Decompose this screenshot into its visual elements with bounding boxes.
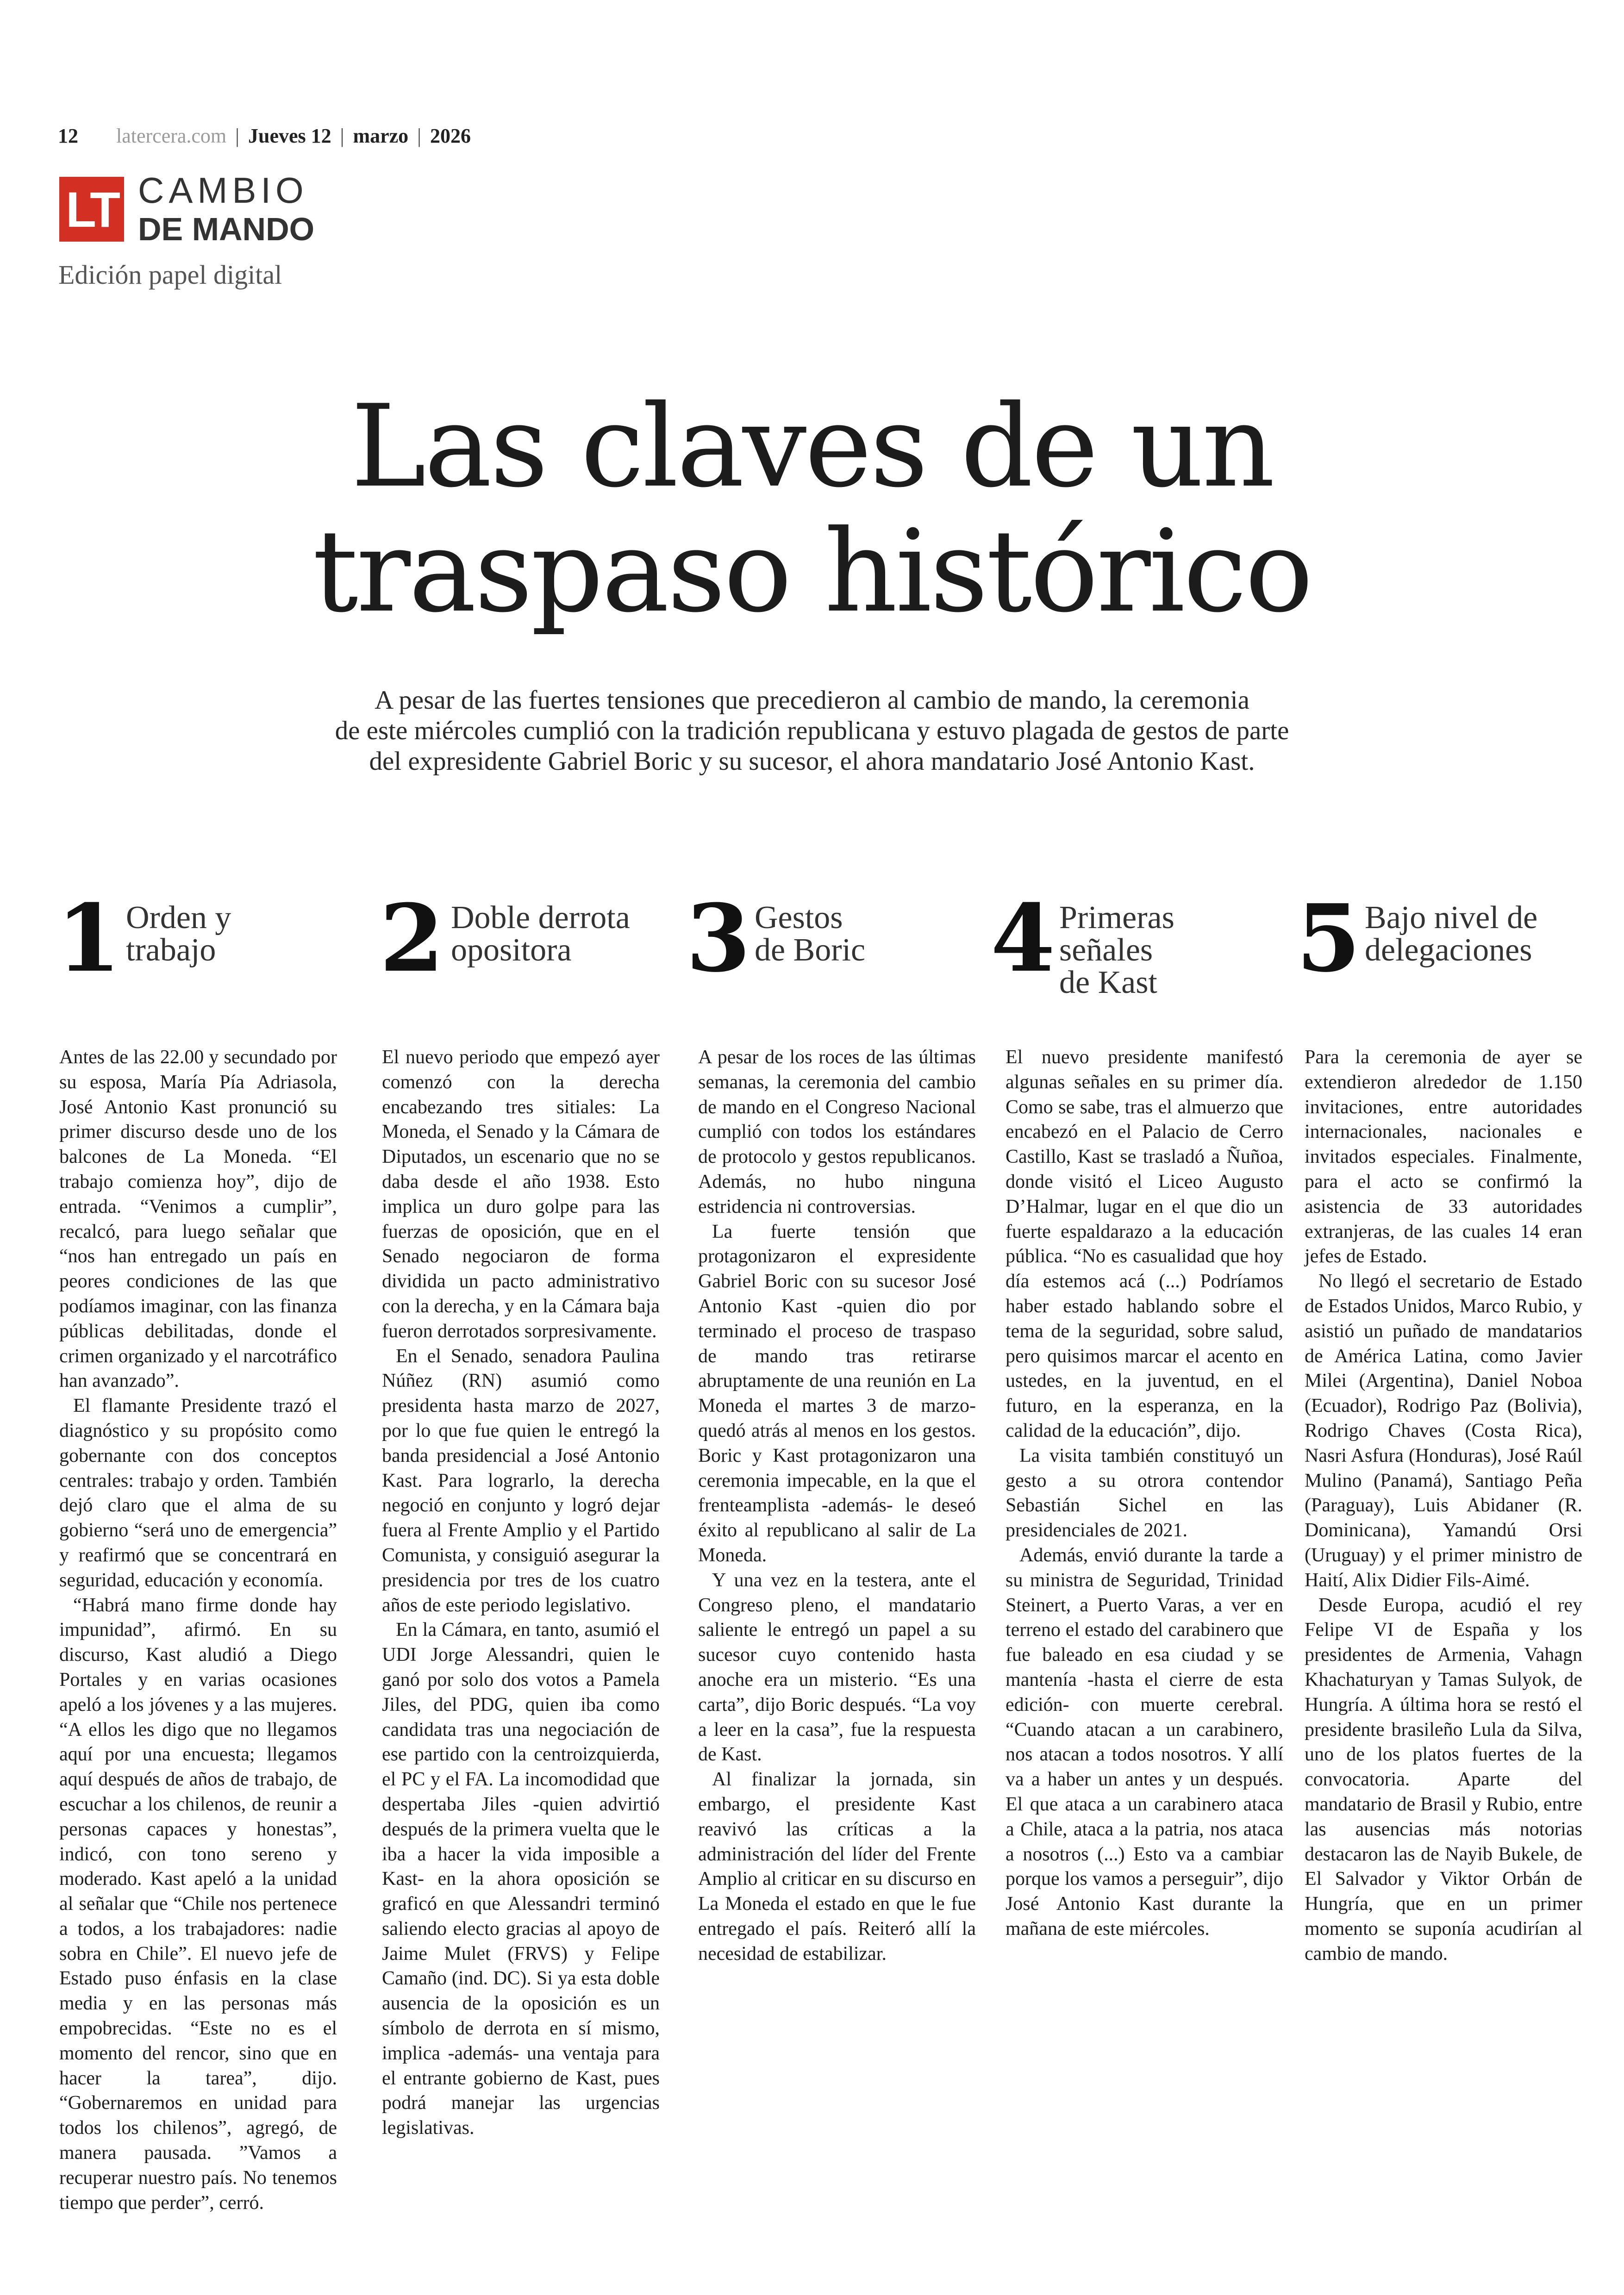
section-1-header	[56, 884, 334, 1018]
section-number: 3	[686, 884, 751, 993]
section-title-line: Doble derrota	[451, 900, 630, 935]
article-column-4	[1006, 1045, 1283, 1942]
section-title-line: Orden y	[126, 900, 231, 935]
section-logo-line2: DE MANDO	[138, 211, 315, 247]
deck-line: del expresidente Gabriel Boric y su sucesor, el ahora mandatario José Antonio Kast.	[369, 747, 1255, 776]
article-column-3	[698, 1045, 976, 1966]
paragraph: A pesar de los roces de las últimas semanas, la ceremonia del cambio de mando en el Congreso Nacional cumplió con todos los estándares de protocolo y gestos republicanos. Además, no hubo ninguna estridencia ni controversias.	[698, 1047, 976, 1217]
section-title	[1365, 902, 1537, 967]
paragraph: Además, envió durante la tarde a su ministra de Seguridad, Trinidad Steinert, a Puerto Varas, a ver en terreno el estado del carabinero que fue baleado en esa ciudad y se mantenía -hasta el cierre de esta edición- con muerte cerebral. “Cuando atacan a un carabinero, nos atacan a todos nosotros. Y allí va a haber un antes y un después. El que ataca a un carabinero ataca a Chile, ataca a la patria, nos ataca a nosotros (...) Esto va a cambiar porque los vamos a perseguir”, dijo José Antonio Kast durante la mañana de este miércoles.	[1006, 1544, 1283, 1940]
date-month: marzo	[353, 125, 409, 147]
section-title	[755, 902, 865, 967]
article-column-5	[1305, 1045, 1582, 1966]
article-column-1	[59, 1045, 337, 2215]
headline-line: traspaso histórico	[312, 505, 1312, 637]
section-title-line: Bajo nivel de	[1365, 900, 1538, 935]
section-number: 1	[56, 884, 121, 993]
section-title	[1059, 902, 1174, 999]
deck-line: A pesar de las fuertes tensiones que precedieron al cambio de mando, la ceremonia	[375, 686, 1249, 715]
section-5-header	[1296, 884, 1583, 1018]
page-number: 12	[58, 125, 78, 147]
date-day: Jueves 12	[248, 125, 331, 147]
paragraph: En el Senado, senadora Paulina Núñez (RN) asumió como presidenta hasta marzo de 2027, por lo que fue quien le entregó la banda presidencial a José Antonio Kast. Para lograrlo, la derecha negoció en conjunto y logró dejar fuera al Frente Amplio y el Partido Comunista, y consiguió asegurar la presidencia por tres de los cuatro años de este periodo legislativo.	[382, 1345, 660, 1616]
deck	[241, 685, 1383, 777]
site-name: latercera.com	[116, 125, 227, 147]
page-header-line: 12 latercera.com | Jueves 12 | marzo | 2026	[58, 125, 471, 147]
paragraph: Para la ceremonia de ayer se extendieron alrededor de 1.150 invitaciones, entre autoridades internacionales, nacionales e invitados especiales. Finalmente, para el acto se confirmó la asistencia de 33 autoridades extranjeras, de las cuales 14 eran jefes de Estado.	[1305, 1047, 1582, 1267]
section-title-line: Gestos	[755, 900, 843, 935]
section-4-header	[991, 884, 1268, 1018]
section-title-line: de Boric	[755, 932, 866, 968]
section-title-line: opositora	[451, 932, 572, 968]
section-3-header	[686, 884, 964, 1018]
paragraph: Al finalizar la jornada, sin embargo, el presidente Kast reavivó las críticas a la administración del líder del Frente Amplio al criticar en su discurso en La Moneda el estado en que le fue entregado el país. Reiteró allí la necesidad de estabilizar.	[698, 1769, 976, 1964]
paragraph: Y una vez en la testera, ante el Congreso pleno, el mandatario saliente le entregó un papel a su sucesor cuyo contenido hasta anoche era un misterio. “Es una carta”, dijo Boric después. “La voy a leer en la casa”, fue la respuesta de Kast.	[698, 1569, 976, 1765]
section-logo-line1: CAMBIO	[138, 170, 308, 211]
section-title	[126, 902, 231, 967]
lt-logo: LT	[59, 177, 124, 242]
article-column-2	[382, 1045, 660, 2141]
section-title-line: delegaciones	[1365, 932, 1532, 968]
section-title-line: señales	[1059, 932, 1153, 968]
deck-line: de este miércoles cumplió con la tradición republicana y estuvo plagada de gestos de parte	[335, 716, 1289, 745]
section-title	[451, 902, 630, 967]
section-title-line: Primeras	[1059, 900, 1174, 935]
headline	[0, 380, 1624, 637]
section-2-header	[380, 884, 657, 1018]
section-number: 5	[1296, 884, 1361, 993]
paragraph: No llegó el secretario de Estado de Estados Unidos, Marco Rubio, y asistió un puñado de mandatarios de América Latina, como Javier Milei (Argentina), Daniel Noboa (Ecuador), Rodrigo Paz (Bolivia), Rodrigo Chaves (Costa Rica), Nasri Asfura (Honduras), José Raúl Mulino (Panamá), Santiago Peña (Paraguay), Luis Abidaner (R. Dominicana), Yamandú Orsi (Uruguay) y el primer ministro de Haití, Alix Didier Fils-Aimé.	[1305, 1271, 1582, 1591]
section-number: 2	[380, 884, 444, 993]
paragraph: “Habrá mano firme donde hay impunidad”, afirmó. En su discurso, Kast aludió a Diego Portales y en varias ocasiones apeló a los jóvenes y a las mujeres. “A ellos les digo que no llegamos aquí por una encuesta; llegamos aquí después de años de trabajo, de escuchar a los chilenos, de reunir a personas capaces y honestas”, indicó, con tono sereno y moderado. Kast apeló a la unidad al señalar que “Chile nos pertenece a todos, a los trabajadores: nadie sobra en Chile”. El nuevo jefe de Estado puso énfasis en la clase media y en las personas más empobrecidas. “Este no es el momento del rencor, sino que en hacer la tarea”, dijo. “Gobernaremos en unidad para todos los chilenos”, agregó, de manera pausada. ”Vamos a recuperar nuestro país. No tenemos tiempo que perder”, cerró.	[59, 1594, 337, 2214]
paragraph: El nuevo presidente manifestó algunas señales en su primer día. Como se sabe, tras el almuerzo que encabezó en el Palacio de Cerro Castillo, Kast se trasladó a Ñuñoa, donde visitó el Liceo Augusto D’Halmar, lugar en el que dio un fuerte espaldarazo a la educación pública. “No es casualidad que hoy día estemos acá (...) Podríamos haber estado hablando sobre el tema de la seguridad, sobre salud, pero quisimos marcar el acento en ustedes, en la juventud, en el futuro, en la esperanza, en la calidad de la educación”, dijo.	[1006, 1047, 1283, 1441]
paragraph: La visita también constituyó un gesto a su otrora contendor Sebastián Sichel en las presidenciales de 2021.	[1006, 1445, 1283, 1541]
headline-line: Las claves de un	[350, 380, 1274, 512]
section-number: 4	[991, 884, 1056, 993]
paragraph: El flamante Presidente trazó el diagnóstico y su propósito como gobernante con dos conceptos centrales: trabajo y orden. También dejó claro que el alma de su gobierno “será uno de emergencia” y reafirmó que se concentrará en seguridad, educación y economía.	[59, 1395, 337, 1591]
paragraph: El nuevo periodo que empezó ayer comenzó con la derecha encabezando tres sitiales: La Moneda, el Senado y la Cámara de Diputados, un escenario que no se daba desde el año 1938. Esto implica un duro golpe para las fuerzas de oposición, que en el Senado negociaron de forma dividida un pacto administrativo con la derecha, y en la Cámara baja fueron derrotados sorpresivamente.	[382, 1047, 660, 1342]
paragraph: La fuerte tensión que protagonizaron el expresidente Gabriel Boric con su sucesor José Antonio Kast -quien dio por terminado el proceso de traspaso de mando tras retirarse abruptamente de una reunión en La Moneda el martes 3 de marzo- quedó atrás al menos en los gestos. Boric y Kast protagonizaron una ceremonia impecable, en la que el frenteamplista -además- le deseó éxito al republicano al salir de La Moneda.	[698, 1221, 976, 1566]
section-title-line: de Kast	[1059, 965, 1157, 1000]
paragraph: Desde Europa, acudió el rey Felipe VI de España y los presidentes de Armenia, Vahagn Khachaturyan y Tamas Sulyok, de Hungría. A última hora se restó el presidente brasileño Lula da Silva, uno de los platos fuertes de la convocatoria. Aparte del mandatario de Brasil y Rubio, entre las ausencias más notorias destacaron las de Nayib Bukele, de El Salvador y Viktor Orbán de Hungría, que en un primer momento se suponía acudirían al cambio de mando.	[1305, 1594, 1582, 1964]
date-year: 2026	[430, 125, 471, 147]
edition-label: Edición papel digital	[58, 260, 282, 290]
paragraph: En la Cámara, en tanto, asumió el UDI Jorge Alessandri, quien le ganó por solo dos votos a Pamela Jiles, del PDG, quien iba como candidata tras una negociación de ese partido con la centroizquierda, el PC y el FA. La incomodidad que despertaba Jiles -quien advirtió después de la primera vuelta que le iba a hacer la vida imposible a Kast- en la ahora oposición se graficó en que Alessandri terminó saliendo electo gracias al apoyo de Jaime Mulet (FRVS) y Felipe Camaño (ind. DC). Si ya esta doble ausencia de la oposición es un símbolo de derrota en sí mismo, implica -además- una ventaja para el entrante gobierno de Kast, pues podrá manejar las urgencias legislativas.	[382, 1619, 660, 2139]
section-title-line: trabajo	[126, 932, 216, 968]
paragraph: Antes de las 22.00 y secundado por su esposa, María Pía Adriasola, José Antonio Kast pronunció su primer discurso desde uno de los balcones de La Moneda. “El trabajo comienza hoy”, dijo de entrada. “Venimos a cumplir”, recalcó, para luego señalar que “nos han entregado un país en peores condiciones de las que podíamos imaginar, con las finanza públicas debilitadas, donde el crimen organizado y el narcotráfico han avanzado”.	[59, 1047, 337, 1392]
